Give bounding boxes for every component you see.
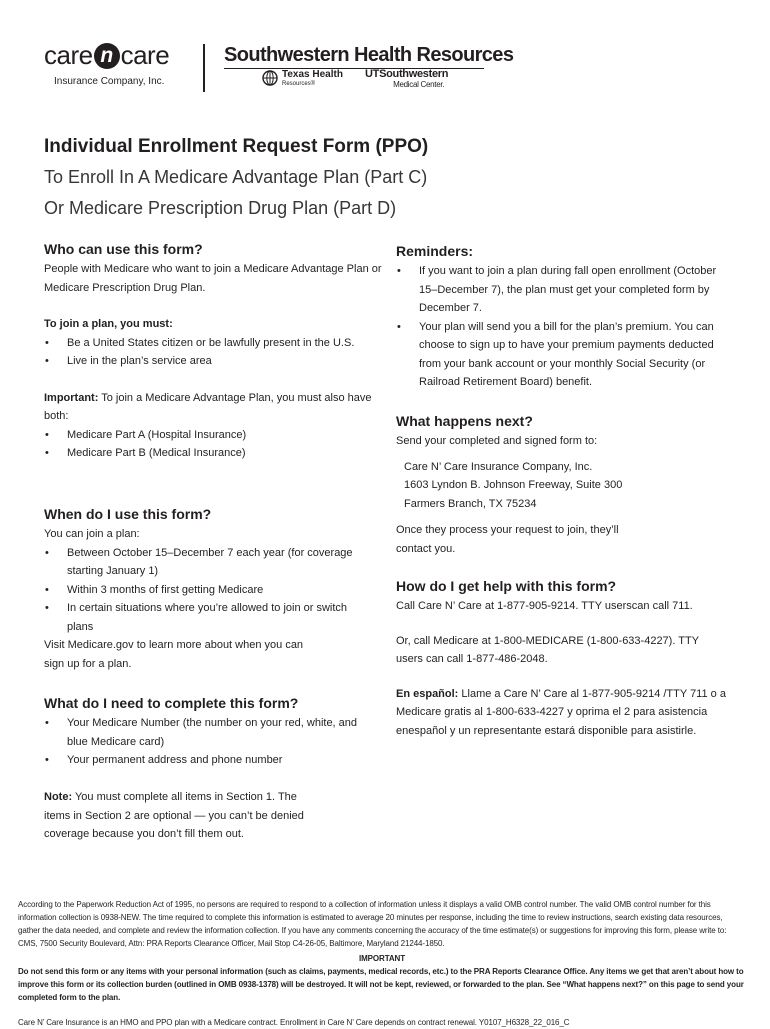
next-heading: What happens next? — [396, 413, 533, 429]
visit-medicare-text: Visit Medicare.gov to learn more about when you can sign up for a plan. — [44, 639, 304, 670]
address-line: 1603 Lyndon B. Johnson Freeway, Suite 300 — [404, 479, 623, 491]
when-heading: When do I use this form? — [44, 506, 212, 522]
important-heading: IMPORTANT — [358, 954, 406, 963]
important-text: Important: To join a Medicare Advantage Plan, you must also have both: — [44, 391, 372, 422]
when-intro: You can join a plan: — [44, 528, 140, 540]
list-item: • Within 3 months of first getting Medicare — [44, 581, 369, 600]
list-item: • Your Medicare Number (the number on your red, white, and blue Medicare card) — [44, 714, 374, 751]
reminders-heading: Reminders: — [396, 243, 474, 259]
list-item: • If you want to join a plan during fall open enrollment (October 15–December 7), the plan must get your completed form by December 7. — [396, 262, 726, 318]
espanol-text: En español: Llame a Care N’ Care al 1-877-905-9214 /TTY 711 o a Medicare gratis al 1-800-633-4227 y oprima el 2 para asistencia enespañol y un representante estará disponible para asistirle. — [396, 687, 726, 737]
list-item: • In certain situations where you’re allowed to join or switch plans — [44, 599, 369, 636]
note-section — [44, 788, 319, 844]
list-item: • Your plan will send you a bill for the plan’s premium. You can choose to sign up to have your premium payments deducted from your bank account or your monthly Social Security (or Railroad Retirement Board) benefit. — [396, 318, 726, 392]
page-title: Individual Enrollment Request Form (PPO) — [44, 136, 429, 157]
care-n-care-logo — [44, 40, 194, 87]
who-section — [44, 240, 384, 463]
mailing-address — [396, 458, 726, 514]
call-care-text: Call Care N’ Care at 1-877-905-9214. TTY userscan call 711. — [396, 600, 693, 612]
what-need-heading: What do I need to complete this form? — [44, 695, 299, 711]
who-heading: Who can use this form? — [44, 241, 203, 257]
subtitle-part-d: Or Medicare Prescription Drug Plan (Part D) — [44, 198, 397, 218]
pra-notice: According to the Paperwork Reduction Act of 1995, no persons are required to respond to a collection of information unless it displays a valid OMB control number. The valid OMB control number for this information collection is 0938-NEW. The time required to complete this information is estimated to average 20 minutes per response, including the time to review instructions, search existing data resources, gather the data needed, and complete and review the information collection. If you have any comments concerning the accuracy of the time estimate(s) or suggestions for improving this form, please write to: CMS, 7500 Security Boulevard, Attn: PRA Reports Clearance Officer, Mail Stop C4-26-05, Baltimore, Maryland 21244-1850. — [18, 900, 727, 948]
list-item: • Live in the plan’s service area — [44, 352, 384, 371]
logo-subtitle: Insurance Company, Inc. — [54, 76, 165, 87]
call-medicare-text: Or, call Medicare at 1-800-MEDICARE (1-800-633-4227). TTY users can call 1-877-486-2048. — [396, 634, 699, 665]
next-section — [396, 412, 726, 558]
once-text: Once they process your request to join, they’ll contact you. — [396, 524, 619, 555]
list-item: • Between October 15–December 7 each year (for coverage starting January 1) — [44, 544, 369, 581]
address-line: Farmers Branch, TX 75234 — [404, 497, 537, 510]
n-circle-logo-mark: n — [94, 43, 120, 69]
list-item: • Your permanent address and phone number — [44, 751, 374, 770]
subtitle-part-c: To Enroll In A Medicare Advantage Plan (Part C) — [44, 167, 428, 187]
globe-icon — [262, 70, 278, 86]
ut-southwestern-logo: UTSouthwestern Medical Center. — [365, 68, 449, 89]
must-label: To join a plan, you must: — [44, 318, 173, 330]
header-divider — [203, 44, 205, 92]
send-text: Send your completed and signed form to: — [396, 435, 598, 447]
care-n-care-wordmark: care n care — [44, 40, 170, 70]
list-item: • Be a United States citizen or be lawfully present in the U.S. — [44, 334, 384, 353]
what-need-section — [44, 694, 374, 770]
important-notice: Do not send this form or any items with your personal information (such as claims, payments, medical records, etc.) to the PRA Reports Clearance Office. Any items we get that aren’t about how to improve this form or its collection burden (outlined in OMB 0938-1378) will be destroyed. It will not be kept, reviewed, or forwarded to the plan. See “What happens next?” on this page to send your completed form to the plan. — [18, 967, 744, 1002]
address-line: Care N’ Care Insurance Company, Inc. — [404, 460, 593, 473]
list-item: • Medicare Part B (Medical Insurance) — [44, 444, 384, 463]
when-section — [44, 505, 369, 673]
disclaimer: Care N’ Care Insurance is an HMO and PPO plan with a Medicare contract. Enrollment in Care N’ Care depends on contract renewal. Y0107_H6328_22_016_C — [18, 1018, 570, 1027]
note-text: Note: You must complete all items in Section 1. The items in Section 2 are optional — you can’t be denied coverage because you don’t fill them out. — [44, 791, 304, 840]
list-item: • Medicare Part A (Hospital Insurance) — [44, 426, 384, 445]
reminders-section — [396, 242, 726, 392]
help-heading: How do I get help with this form? — [396, 578, 617, 594]
texas-health-logo: Texas Health Resources® — [262, 70, 343, 88]
who-text: People with Medicare who want to join a Medicare Advantage Plan or Medicare Prescription Drug Plan. — [44, 263, 382, 294]
help-section — [396, 577, 726, 740]
southwestern-health-resources-logo: Southwestern Health Resources — [224, 44, 514, 66]
footer — [18, 898, 746, 1029]
